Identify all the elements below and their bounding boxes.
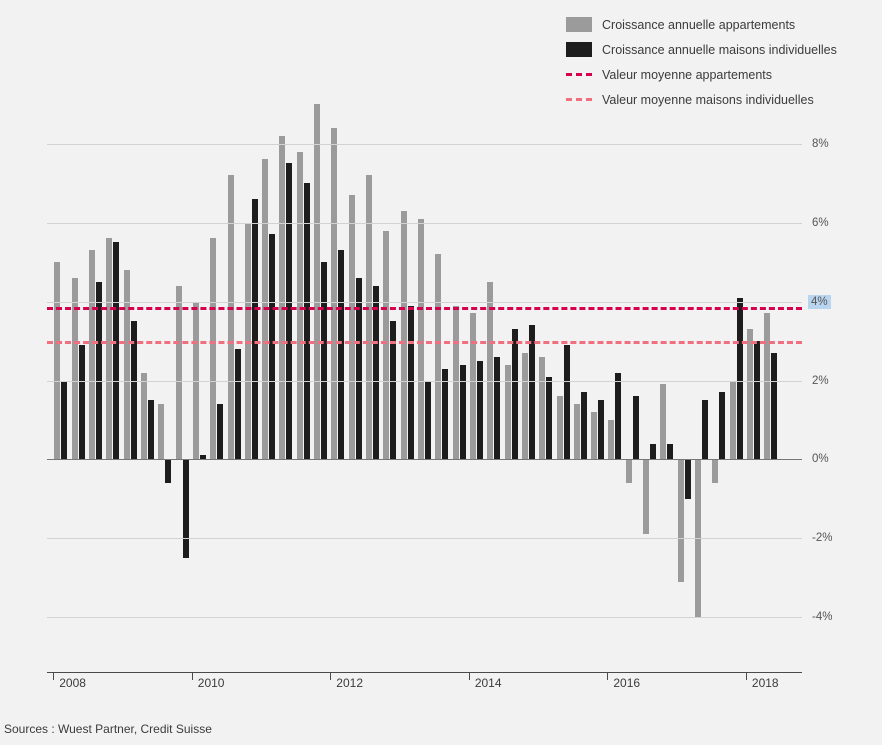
chart-bar: [106, 238, 112, 459]
chart-bar: [598, 400, 604, 459]
chart-bar: [158, 404, 164, 459]
chart-bar: [546, 377, 552, 460]
chart-bar: [235, 349, 241, 460]
chart-bar: [252, 199, 258, 460]
chart-bar: [505, 365, 511, 460]
chart-bar: [453, 306, 459, 460]
chart-bar: [442, 369, 448, 460]
plot-area: [47, 120, 802, 641]
x-axis-tick-label: 2010: [197, 676, 225, 690]
legend-label: Croissance annuelle maisons individuelles: [602, 42, 837, 57]
chart-bar: [425, 381, 431, 460]
chart-bar: [286, 163, 292, 459]
chart-bar: [764, 313, 770, 459]
chart-bar: [297, 152, 303, 460]
chart-bar: [141, 373, 147, 460]
chart-bar: [615, 373, 621, 460]
y-axis-tick-label: 6%: [812, 216, 829, 229]
legend-swatch-icon: [566, 42, 592, 57]
chart-bar: [650, 444, 656, 460]
chart-legend: [566, 14, 866, 114]
x-axis-tick-mark: [607, 672, 608, 680]
chart-bar: [418, 219, 424, 460]
chart-bar: [314, 104, 320, 459]
chart-bar: [771, 353, 777, 460]
chart-bar: [477, 361, 483, 460]
chart-bar: [304, 183, 310, 459]
chart-bar: [79, 345, 85, 459]
chart-bar: [176, 286, 182, 460]
chart-bar: [712, 459, 718, 483]
x-axis-tick-label: 2008: [59, 676, 86, 690]
legend-item-apartments-growth: [566, 14, 866, 35]
y-axis-tick-label: 2%: [812, 374, 829, 387]
legend-label: Valeur moyenne maisons individuelles: [602, 92, 814, 107]
x-axis: [47, 672, 802, 673]
x-axis-tick-label: 2016: [613, 676, 641, 690]
x-axis-tick-label: 2018: [751, 676, 779, 690]
legend-item-houses-growth: [566, 39, 866, 60]
chart-bar: [702, 400, 708, 459]
chart-bar: [608, 420, 614, 459]
chart-bar: [435, 254, 441, 459]
chart-bar: [217, 404, 223, 459]
chart-bar: [72, 278, 78, 460]
x-axis-tick-label: 2012: [336, 676, 363, 690]
chart-bar: [494, 357, 500, 460]
chart-bar: [754, 341, 760, 459]
x-axis-tick-mark: [192, 672, 193, 680]
dashed-line-icon: [566, 98, 592, 101]
chart-bar: [460, 365, 466, 460]
chart-bar: [165, 459, 171, 483]
dashed-line-icon: [566, 73, 592, 76]
chart-bar: [667, 444, 673, 460]
x-axis-tick-mark: [53, 672, 54, 680]
chart-bar: [331, 128, 337, 460]
chart-bar: [591, 412, 597, 459]
chart-bar: [685, 459, 691, 498]
chart-bar: [366, 175, 372, 459]
gridline: [47, 381, 802, 382]
gridline: [47, 223, 802, 224]
chart-bar: [269, 234, 275, 459]
chart-bar: [210, 238, 216, 459]
sources-note: Sources : Wuest Partner, Credit Suisse: [4, 722, 212, 736]
chart-bar: [660, 384, 666, 459]
gridline: [47, 144, 802, 145]
y-axis-tick-label: -4%: [812, 611, 833, 624]
average-line: [47, 307, 802, 310]
y-axis-tick-label: 4%: [808, 295, 831, 309]
chart-bar: [574, 404, 580, 459]
chart-bar: [228, 175, 234, 459]
chart-bar: [529, 325, 535, 459]
chart-bar: [408, 306, 414, 460]
chart-bar: [349, 195, 355, 459]
legend-item-apartments-average: [566, 64, 866, 85]
chart-bar: [564, 345, 570, 459]
chart-bar: [678, 459, 684, 581]
chart-bar: [747, 329, 753, 459]
chart-bar: [539, 357, 545, 460]
x-axis-tick-mark: [746, 672, 747, 680]
gridline: [47, 302, 802, 303]
chart-bar: [643, 459, 649, 534]
chart-bar: [581, 392, 587, 459]
y-axis-tick-label: 0%: [812, 453, 829, 466]
legend-label: Croissance annuelle appartements: [602, 17, 796, 32]
chart-bar: [321, 262, 327, 459]
chart-bar: [633, 396, 639, 459]
chart-bar: [383, 231, 389, 460]
chart-bar: [470, 313, 476, 459]
chart-bar: [522, 353, 528, 460]
average-line: [47, 341, 802, 344]
chart-bar: [737, 298, 743, 460]
chart-bar: [730, 381, 736, 460]
gridline: [47, 538, 802, 539]
chart-bar: [338, 250, 344, 459]
chart-bar: [113, 242, 119, 459]
x-axis-tick-label: 2014: [474, 676, 502, 690]
chart-bar: [356, 278, 362, 460]
chart-bar: [61, 381, 67, 460]
legend-item-houses-average: [566, 89, 866, 110]
chart-bar: [183, 459, 189, 558]
chart-bar: [89, 250, 95, 459]
gridline: [47, 617, 802, 618]
chart-bar: [279, 136, 285, 460]
y-axis-tick-label: -2%: [812, 532, 833, 545]
x-axis-tick-mark: [330, 672, 331, 680]
zero-line: [47, 459, 802, 460]
legend-swatch-icon: [566, 17, 592, 32]
chart-bar: [557, 396, 563, 459]
chart-bar: [512, 329, 518, 459]
legend-label: Valeur moyenne appartements: [602, 67, 773, 82]
chart-bar: [719, 392, 725, 459]
chart-bar: [401, 211, 407, 460]
chart-bar: [148, 400, 154, 459]
x-axis-tick-mark: [469, 672, 470, 680]
chart-bar: [54, 262, 60, 459]
chart-bar: [626, 459, 632, 483]
y-axis-tick-label: 8%: [812, 137, 829, 150]
chart-bar: [373, 286, 379, 460]
chart-bar: [124, 270, 130, 459]
